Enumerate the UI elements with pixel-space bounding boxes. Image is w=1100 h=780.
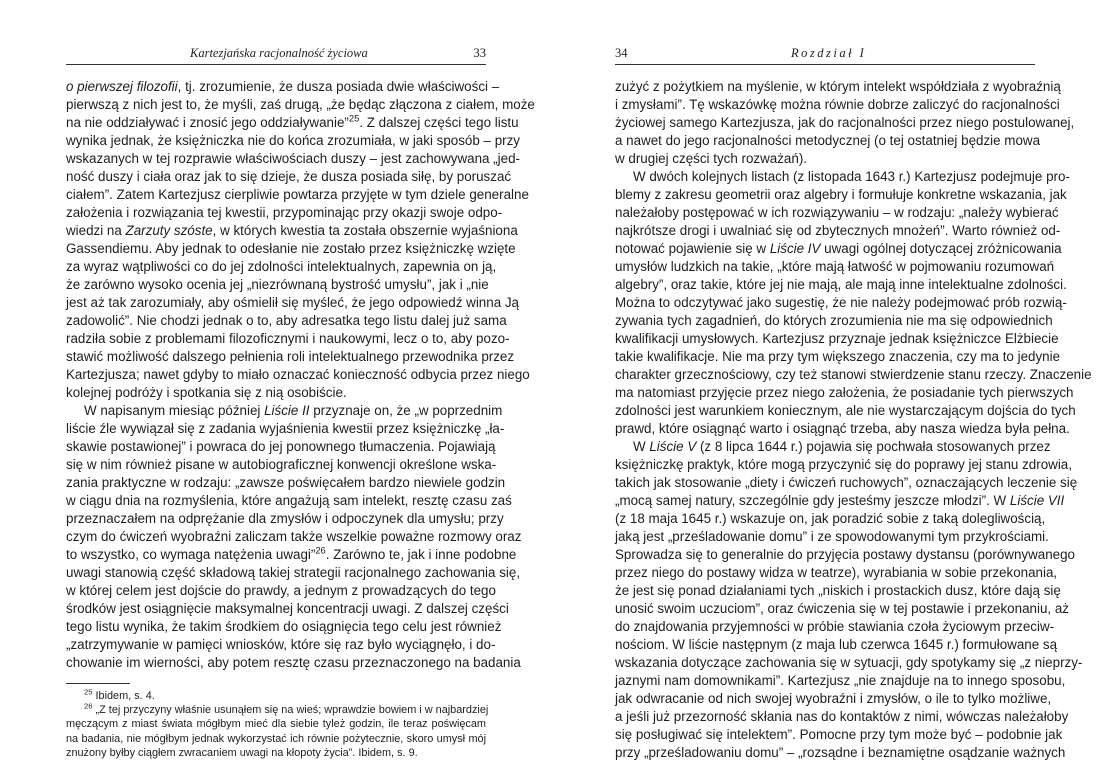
text-line: za wyraz wątpliwości co do jej zdolności intelektualnych, zapewnia on ją, xyxy=(66,259,497,274)
body-text xyxy=(615,78,1092,762)
running-title: Rozdział I xyxy=(791,46,867,60)
text-line: do znajdowania przyjemności w próbie stawiania czoła życiowym przeciw- xyxy=(615,619,1055,634)
text-line: należałoby postępować w ich rozwiązywaniu – w rodzaju: „należy wybierać xyxy=(615,205,1059,220)
text-line: unosić swoim uczuciom”, oraz ćwiczenia się w tej postawie i przekonaniu, aż xyxy=(615,601,1069,616)
text-line: o pierwszej filozofii, tj. zrozumienie, że dusza posiada dwie właściwości – xyxy=(66,79,500,94)
text-line: umysłów ludzkich na takie, „które mają łatwość w pojmowaniu rozumowań xyxy=(615,259,1055,274)
text-line: przeznaczałem na odprężanie dla zmysłów i odpoczynek dla umysłu; przy xyxy=(66,511,504,526)
text-line: zdolności jest warunkiem koniecznym, ale nie wystarczającym dojścia do tych xyxy=(615,403,1076,418)
text-line: ciałem”. Zatem Kartezjusz cierpliwie powtarza przyjęte w tym dziele generalne xyxy=(66,187,529,202)
text-line: (z 18 maja 1645 r.) wskazuje on, jak poradzić sobie z taką dolegliwością, xyxy=(615,511,1046,526)
text-line: w ciągu dnia na rozmyślenia, które angażują sam intelekt, resztę czasu zaś xyxy=(66,493,512,508)
text-line: jest aż tak zarozumiały, aby ośmielił się myśleć, że jego odpowiedź winna Ją xyxy=(66,295,519,310)
text-line: przy „prześladowaniu domu” – „rozsądne i beznamiętne osądzanie ważnych xyxy=(615,745,1066,760)
page-number: 34 xyxy=(615,46,628,60)
text-line: jaznymi nam domownikami”. Kartezjusz „nie znajduje na to innego sposobu, xyxy=(615,673,1066,688)
text-line: W Liście V (z 8 lipca 1644 r.) pojawia się pochwała stosowanych przez xyxy=(633,439,1051,454)
footnote-line: na badania, nie mógłbym jednak wykorzystać ich równie pożytecznie, skoro umysł mój xyxy=(66,732,486,745)
text-line: się w nim również pisane w autobiograficznej konwencji określone wska- xyxy=(66,457,497,472)
text-line: a jeśli już przezorność skłania nas do kontaktów z nimi, wówczas należałoby xyxy=(615,709,1069,724)
left-page xyxy=(66,0,535,780)
footnote-line: męczącym z miast świata mógłbym mieć dla siebie tyleż godzin, ile teraz poświęcam xyxy=(66,718,486,731)
text-line: przez niego do postawy widza w teatrze), wyrabiania w sobie przekonania, xyxy=(615,565,1058,580)
footnotes xyxy=(66,687,489,760)
text-line: takie kwalifikacje. Nie ma przy tym większego znaczenia, czy ma to jedynie xyxy=(615,349,1061,364)
text-line: zania praktyczne w rodzaju: „zawsze poświęcałem bardzo niewiele godzin xyxy=(66,475,506,490)
text-line: i zmysłami”. Tę wskazówkę można równie dobrze zaliczyć do racjonalności xyxy=(615,97,1060,112)
text-line: życiowej samego Kartezjusza, jak do racjonalności przez niego postulowanej, xyxy=(615,115,1075,130)
text-line: najkrótsze drogi i uwalniać się od zbytecznych mnożeń”. Warto również od- xyxy=(615,223,1061,238)
text-line: W dwóch kolejnych listach (z listopada 1643 r.) Kartezjusz podejmuje pro- xyxy=(633,169,1070,184)
header-rule xyxy=(615,64,1035,65)
right-page xyxy=(615,0,1092,780)
text-line: kwalifikacji umysłowych. Kartezjusz przyznaje jednak księżniczce Elżbiecie xyxy=(615,331,1059,346)
text-line: że zarówno wysoko ocenia jej „niezrównaną bystrość umysłu”, jak i „nie xyxy=(66,277,489,292)
footnote-line: $^{26}$ „Z tej przyczyny właśnie usunąłem się na wieś; wprawdzie bowiem i w najbardziej xyxy=(84,701,489,717)
text-line: radziła sobie z problemami filozoficznymi i naukowymi, lecz o to, aby pozo- xyxy=(66,331,510,346)
text-line: charakter grzecznościowy, czy też stanowi stwierdzenie stanu rzeczy. Znaczenie xyxy=(615,367,1092,382)
footnote-line: $^{25}$ Ibidem, s. 4. xyxy=(84,687,155,702)
text-line: skawie postawionej” i powraca do jej ponownego tłumaczenia. Pojawiają xyxy=(66,439,496,454)
text-line: notować pojawienie się w Liście IV uwagi ogólnej dotyczącej zróżnicowania xyxy=(615,241,1062,256)
text-line: takich jak stosowanie „diety i ćwiczeń ruchowych”, oznaczających leczenie się xyxy=(615,475,1078,490)
text-line: tego listu wynika, że takim środkiem do osiągnięcia tego celu jest również xyxy=(66,619,502,634)
text-line: wiedzi na Zarzuty szóste, w których kwestia ta została obszernie wyjaśniona xyxy=(66,223,518,238)
running-head xyxy=(66,46,486,62)
text-line: księżniczkę praktyk, które mogą przyczynić się do poprawy jej stanu zdrowia, xyxy=(615,457,1072,472)
text-line: na nie oddziaływać i znosić jego oddziaływanie”$^{25}$. Z dalszej części tego listu xyxy=(66,113,519,130)
text-line: Gassendiemu. Aby jednak to odesłanie nie zostało przez księżniczkę wzięte xyxy=(66,241,516,256)
text-line: zużyć z pożytkiem na myślenie, w którym intelekt współdziała z wyobraźnią xyxy=(615,79,1061,94)
text-line: prawd, które osiągnąć warto i osiągnąć trzeba, aby nasza wiedza była pełna. xyxy=(615,421,1070,436)
text-line: uwagi stanowią część składową takiej strategii racjonalnego zachowania się, xyxy=(66,565,521,580)
text-line: ność duszy i ciała oraz jak to się dzieje, że dusza posiada siłę, by poruszać xyxy=(66,169,512,184)
text-line: to wszystko, co wymaga natężenia uwagi”$^{26}$. Zarówno te, jak i inne podobne xyxy=(66,545,517,562)
text-line: wskazanych w tej rozprawie właściwościach duszy – jest zachowywana „jed- xyxy=(66,151,520,166)
text-line: nościom. W liście następnym (z maja lub czerwca 1645 r.) formułowane są xyxy=(615,637,1058,652)
text-line: że jest się ponad działaniami tych „niskich i prostackich dusz, które dają się xyxy=(615,583,1061,598)
text-line: Kartezjusza; nawet gdyby to miało oznaczać konieczność odbycia przez niego xyxy=(66,367,530,382)
text-line: jak odwracanie od nich swojej wyobraźni i zmysłów, o ile to tylko możliwe, xyxy=(615,691,1052,706)
footnote-line: znużony byłby ciągłem zwracaniem uwagi na kłopoty życia”. Ibidem, s. 9. xyxy=(66,746,418,759)
text-line: wskazania dotyczące zachowania się w sytuacji, gdy spotykamy się „z nieprzy- xyxy=(615,655,1083,670)
text-line: w drugiej części tych rozważań). xyxy=(615,151,808,166)
text-line: kolejnej podróży i spotkania się z nią osobiście. xyxy=(66,385,347,400)
running-title: Kartezjańska racjonalność życiowa xyxy=(190,46,368,60)
text-line: czym do ćwiczeń wyobraźni zaliczam także wszelkie poważne rozmowy oraz xyxy=(66,529,522,544)
body-text xyxy=(66,78,535,672)
text-line: pierwszą z nich jest to, że myśli, zaś drugą, „że będąc złączona z ciałem, może xyxy=(66,97,535,112)
text-line: algebry”, oraz takie, które jej nie mają, ale mają inne intelektualne zdolności. xyxy=(615,277,1067,292)
text-line: „zatrzymywanie w pamięci wniosków, które się raz było wyciągnęło, i do- xyxy=(66,637,496,652)
text-line: a nawet do jego racjonalności metodycznej (o tej ostatniej będzie mowa xyxy=(615,133,1041,148)
text-line: założenia i rozwiązania tej kwestii, przypominając przy okazji swoje odpo- xyxy=(66,205,503,220)
text-line: wynika jednak, że księżniczka nie do końca zrozumiała, w jaki sposób – przy xyxy=(66,133,521,148)
text-line: jaką jest „prześladowanie domu” i ze spowodowanymi tym przykrościami. xyxy=(615,529,1049,544)
text-line: zywania tych zagadnień, do których zrozumienia nie ma się odpowiednich xyxy=(615,313,1053,328)
text-line: „mocą samej natury, szczególnie gdy jesteśmy jeszcze młodzi”. W Liście VII xyxy=(615,493,1065,508)
text-line: chowanie im wierności, aby potem resztę czasu przeznaczonego na badania xyxy=(66,655,521,670)
page-number: 33 xyxy=(473,46,486,60)
text-line: blemy z zakresu geometrii oraz algebry i formułuje konkretne wskazania, jak xyxy=(615,187,1067,202)
text-line: liście źle wywiązał się z zadania wyjaśnienia kwestii przez księżniczkę „ła- xyxy=(66,421,505,436)
running-head xyxy=(615,46,1035,62)
header-rule xyxy=(66,64,486,65)
text-line: ma natomiast przyjęcie przez niego założenia, że posiadanie tych pierwszych xyxy=(615,385,1074,400)
text-line: W napisanym miesiąc później Liście II przyznaje on, że „w poprzednim xyxy=(84,403,503,418)
text-line: w której celem jest dojście do prawdy, a jednym z prowadzących do tego xyxy=(66,583,496,598)
text-line: Sprowadza się to generalnie do przyjęcia postawy dystansu (porównywanego xyxy=(615,547,1076,562)
text-line: stawić możliwość dalszego pełnienia roli intelektualnego przewodnika przez xyxy=(66,349,515,364)
text-line: środków jest osiągnięcie maksymalnej koncentracji uwagi. Z dalszej części xyxy=(66,601,509,616)
text-line: Można to odczytywać jako sugestię, że nie należy podejmować prób rozwią- xyxy=(615,295,1067,310)
text-line: zadowolić”. Nie chodzi jednak o to, aby adresatka tego listu dalej już sama xyxy=(66,313,507,328)
footnote-rule xyxy=(66,683,130,684)
text-line: się posługiwać się intelektem”. Pomocne przy tym może być – podobnie jak xyxy=(615,727,1063,742)
